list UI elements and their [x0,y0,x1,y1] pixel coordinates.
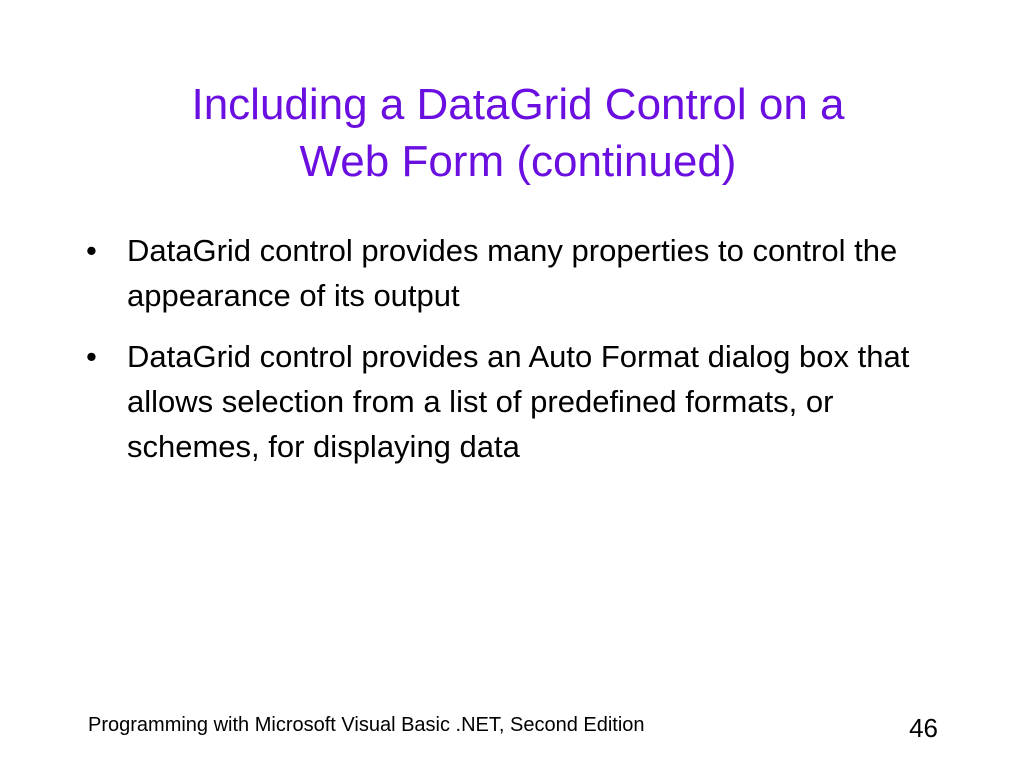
slide-footer: Programming with Microsoft Visual Basic .NET, Second Edition [88,714,645,736]
bullet-dot-icon: • [86,339,97,374]
bullet-item-1 [86,228,946,318]
page-number: 46 [909,713,938,743]
bullet-item-2 [86,334,946,469]
bullet-dot-icon: • [86,233,97,268]
bullet-list [86,228,946,485]
slide-title-line-2: Web Form (continued) [299,137,737,186]
bullet-text-1: DataGrid control provides many properties to control the appearance of its output [127,233,898,313]
bullet-text-2: DataGrid control provides an Auto Format dialog box that allows selection from a list of predefined formats, or schemes, for displaying data [127,339,910,464]
slide-title-line-1: Including a DataGrid Control on a [191,80,845,129]
slide-title [90,76,946,190]
